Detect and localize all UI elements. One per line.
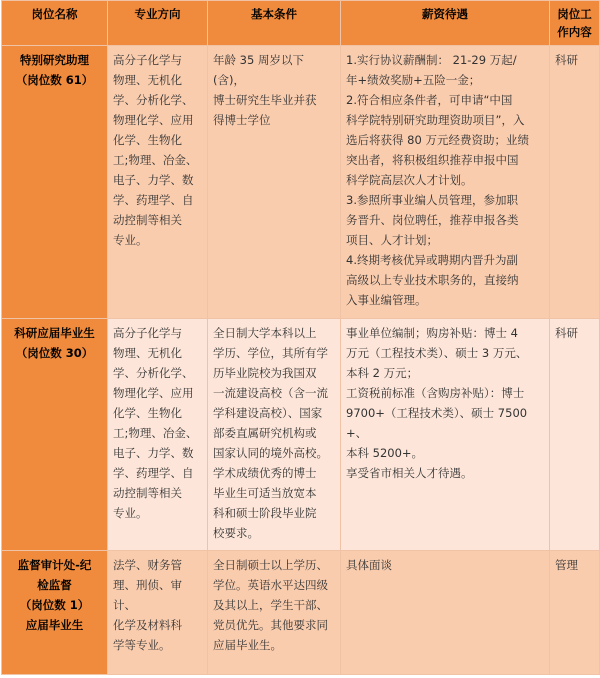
text-line: 法学、财务管 bbox=[113, 558, 182, 572]
text-line: 学位。英语水平达四级 bbox=[213, 578, 328, 592]
text-line: 本科 2 万元； bbox=[346, 366, 419, 380]
table-row bbox=[2, 551, 600, 675]
position-name: 科研应届毕业生 （岗位数 30） bbox=[2, 319, 108, 551]
basic-conditions bbox=[208, 46, 341, 319]
text-line: 务晋升、岗位聘任，推荐申报各类 bbox=[346, 213, 519, 227]
salary-benefits bbox=[341, 46, 550, 319]
header-row bbox=[2, 1, 600, 46]
text-line: 学、药理学、自 bbox=[113, 193, 194, 207]
text-line: 物理、无机化 bbox=[113, 346, 182, 360]
text-line: 化学、生物化 bbox=[113, 406, 182, 420]
text-line: 高级以上专业技术职务的，直接纳 bbox=[346, 273, 519, 287]
text-line: 学科建设高校）、国家 bbox=[213, 406, 323, 420]
text-line: 学术成绩优秀的博士 bbox=[213, 466, 317, 480]
text-line: 国家认同的境外高校。 bbox=[213, 446, 328, 460]
header-salary: 薪资待遇 bbox=[341, 1, 550, 46]
text-line: 年龄 35 周岁以下(含)， bbox=[213, 53, 304, 87]
text-line: 选后将获得 80 万元经费资助；业绩 bbox=[346, 133, 529, 147]
text-line: 1.实行协议薪酬制： 21-29 万起/ bbox=[346, 53, 517, 67]
salary-benefits bbox=[341, 551, 550, 675]
text-line: 工;物理、冶金、 bbox=[113, 426, 198, 440]
text-line: 2.符合相应条件者，可申请“中国 bbox=[346, 93, 513, 107]
text-line: 学历、学位，其所有学 bbox=[213, 346, 328, 360]
job-duty: 科研 bbox=[550, 319, 600, 551]
text-line: 电子、力学、数 bbox=[113, 173, 194, 187]
major-direction bbox=[108, 551, 208, 675]
salary-benefits bbox=[341, 319, 550, 551]
position-name: 监督审计处-纪 检监督 （岗位数 1） 应届毕业生 bbox=[2, 551, 108, 675]
text-line: 化学及材料科 bbox=[113, 618, 182, 632]
text-line: 高分子化学与 bbox=[113, 326, 182, 340]
text-line: 工资税前标准（含购房补贴）：博士 bbox=[346, 386, 525, 400]
text-line: 享受省市相关人才待遇。 bbox=[346, 466, 473, 480]
text-line: 科学院高层次人才计划。 bbox=[346, 173, 473, 187]
header-major: 专业方向 bbox=[108, 1, 208, 46]
text-line: 具体面谈 bbox=[346, 558, 392, 572]
text-line: 得博士学位 bbox=[213, 113, 271, 127]
text-line: 动控制等相关 bbox=[113, 486, 182, 500]
text-line: 工;物理、冶金、 bbox=[113, 153, 198, 167]
text-line: 学、分析化学、 bbox=[113, 93, 194, 107]
text-line: 校要求。 bbox=[213, 526, 259, 540]
basic-conditions bbox=[208, 551, 341, 675]
text-line: 学、药理学、自 bbox=[113, 466, 194, 480]
job-duty: 科研 bbox=[550, 46, 600, 319]
major-direction bbox=[108, 46, 208, 319]
header-duty: 岗位工作内容 bbox=[550, 1, 600, 46]
text-line: 万元（工程技术类）、硕士 3 万元、 bbox=[346, 346, 528, 360]
text-line: 9700+（工程技术类）、硕士 7500+、 bbox=[346, 406, 528, 440]
major-direction bbox=[108, 319, 208, 551]
text-line: 物理、无机化 bbox=[113, 73, 182, 87]
table-row bbox=[2, 46, 600, 319]
text-line: 应届毕业生。 bbox=[213, 638, 282, 652]
job-duty: 管理 bbox=[550, 551, 600, 675]
text-line: 4.终期考核优异或聘期内晋升为副 bbox=[346, 253, 518, 267]
recruitment-table bbox=[1, 0, 600, 675]
text-line: 理、刑侦、审计、 bbox=[113, 578, 182, 612]
text-line: 专业。 bbox=[113, 506, 148, 520]
text-line: 科学院特别研究助理资助项目”，入 bbox=[346, 113, 525, 127]
text-line: 全日制大学本科以上 bbox=[213, 326, 317, 340]
text-line: 历毕业院校为我国双 bbox=[213, 366, 317, 380]
text-line: 物理化学、应用 bbox=[113, 386, 194, 400]
text-line: 学等专业。 bbox=[113, 638, 171, 652]
text-line: 化学、生物化 bbox=[113, 133, 182, 147]
position-name: 特别研究助理 （岗位数 61） bbox=[2, 46, 108, 319]
text-line: 全日制硕士以上学历、 bbox=[213, 558, 328, 572]
text-line: 党员优先。其他要求同 bbox=[213, 618, 328, 632]
text-line: 突出者，将积极组织推荐申报中国 bbox=[346, 153, 519, 167]
text-line: 及其以上，学生干部、 bbox=[213, 598, 328, 612]
text-line: 高分子化学与 bbox=[113, 53, 182, 67]
text-line: 博士研究生毕业并获 bbox=[213, 93, 317, 107]
basic-conditions bbox=[208, 319, 341, 551]
text-line: 电子、力学、数 bbox=[113, 446, 194, 460]
text-line: 物理化学、应用 bbox=[113, 113, 194, 127]
text-line: 动控制等相关 bbox=[113, 213, 182, 227]
text-line: 一流建设高校（含一流 bbox=[213, 386, 328, 400]
header-conditions: 基本条件 bbox=[208, 1, 341, 46]
text-line: 年+绩效奖励+五险一金； bbox=[346, 73, 481, 87]
text-line: 事业单位编制；购房补贴：博士 4 bbox=[346, 326, 518, 340]
text-line: 科和硕士阶段毕业院 bbox=[213, 506, 317, 520]
text-line: 入事业编管理。 bbox=[346, 293, 427, 307]
text-line: 学、分析化学、 bbox=[113, 366, 194, 380]
text-line: 项目、人才计划； bbox=[346, 233, 438, 247]
header-position: 岗位名称 bbox=[2, 1, 108, 46]
text-line: 专业。 bbox=[113, 233, 148, 247]
text-line: 毕业生可适当放宽本 bbox=[213, 486, 317, 500]
text-line: 部委直属研究机构或 bbox=[213, 426, 317, 440]
table-row bbox=[2, 319, 600, 551]
text-line: 3.参照所事业编人员管理，参加职 bbox=[346, 193, 518, 207]
text-line: 本科 5200+。 bbox=[346, 446, 424, 460]
